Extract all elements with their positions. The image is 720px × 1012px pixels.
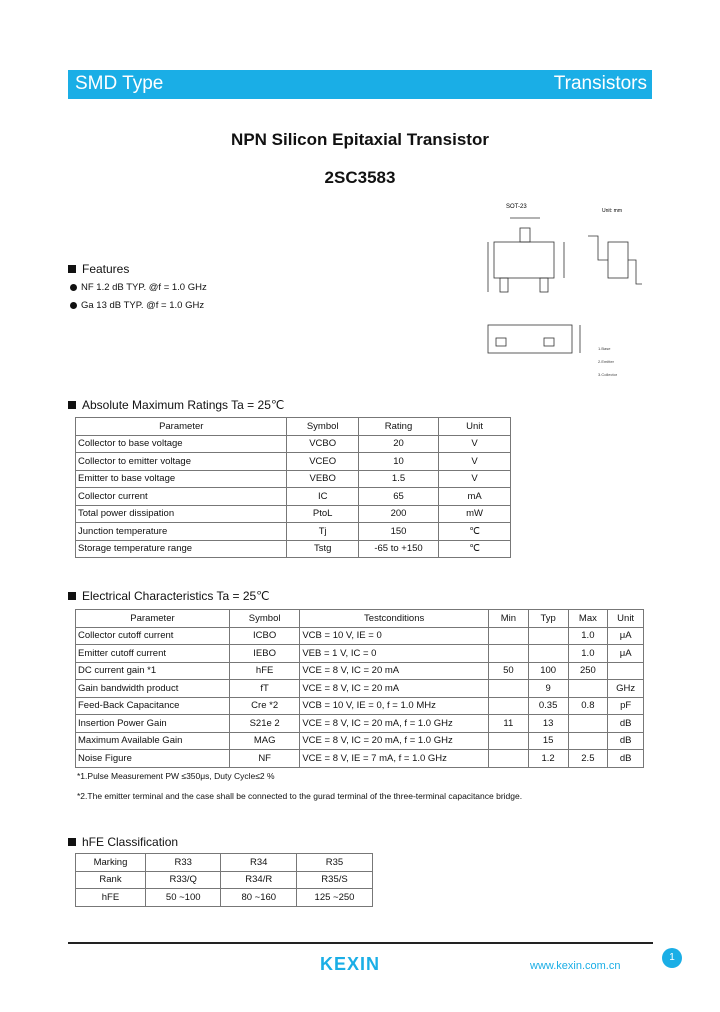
table-cell xyxy=(488,627,528,645)
table-cell: 125 ~250 xyxy=(297,889,373,907)
square-bullet-icon xyxy=(68,592,76,600)
column-header: Symbol xyxy=(229,610,299,628)
document-title: NPN Silicon Epitaxial Transistor xyxy=(231,130,489,149)
table-cell: dB xyxy=(608,750,644,768)
table-cell: μA xyxy=(608,627,644,645)
bullet-icon xyxy=(70,302,77,309)
table-cell: Collector cutoff current xyxy=(76,627,230,645)
table-cell: 1.2 xyxy=(528,750,568,768)
features-heading: Features xyxy=(68,262,129,276)
column-header: Parameter xyxy=(76,610,230,628)
header-left: SMD Type xyxy=(75,73,164,94)
table-cell: Storage temperature range xyxy=(76,540,287,558)
table-cell: R35 xyxy=(297,854,373,872)
table-row xyxy=(76,732,644,750)
table-cell: Gain bandwidth product xyxy=(76,680,230,698)
header-bar xyxy=(68,70,652,99)
package-units: Unit: mm xyxy=(602,208,622,214)
square-bullet-icon xyxy=(68,265,76,273)
table-cell xyxy=(488,645,528,663)
table-cell: R34/R xyxy=(221,871,297,889)
table-row xyxy=(76,523,511,541)
table-cell: Feed-Back Capacitance xyxy=(76,697,230,715)
column-header: Min xyxy=(488,610,528,628)
header-right: Transistors xyxy=(553,73,647,94)
table-cell: mW xyxy=(439,505,511,523)
table-cell: MAG xyxy=(229,732,299,750)
table-cell: 80 ~160 xyxy=(221,889,297,907)
table-cell: Emitter to base voltage xyxy=(76,470,287,488)
table-cell: Marking xyxy=(76,854,146,872)
table-cell: S21e 2 xyxy=(229,715,299,733)
table-cell xyxy=(488,697,528,715)
table-cell: fT xyxy=(229,680,299,698)
table-cell: 10 xyxy=(358,453,438,471)
package-label: SOT-23 xyxy=(506,204,527,210)
table-cell: Insertion Power Gain xyxy=(76,715,230,733)
svg-text:2.Emitter: 2.Emitter xyxy=(598,359,615,364)
table-cell: 50 xyxy=(488,662,528,680)
column-header: Symbol xyxy=(287,418,358,436)
table-cell: VCE = 8 V, IC = 20 mA xyxy=(300,662,489,680)
table-cell: Collector current xyxy=(76,488,287,506)
column-header: Unit xyxy=(439,418,511,436)
table-row xyxy=(76,854,373,872)
table-row xyxy=(76,505,511,523)
footnote: *2.The emitter terminal and the case shall be connected to the gurad terminal of the three-terminal capacitance bridge. xyxy=(77,791,523,801)
table-cell: Collector to base voltage xyxy=(76,435,287,453)
table-cell: 13 xyxy=(528,715,568,733)
table-cell: VCE = 8 V, IC = 20 mA, f = 1.0 GHz xyxy=(300,715,489,733)
table-cell: Collector to emitter voltage xyxy=(76,453,287,471)
table-cell: VCEO xyxy=(287,453,358,471)
column-header: Parameter xyxy=(76,418,287,436)
table-cell: DC current gain *1 xyxy=(76,662,230,680)
table-cell: IC xyxy=(287,488,358,506)
table-cell: ℃ xyxy=(439,540,511,558)
elec-heading: Electrical Characteristics Ta = 25℃ xyxy=(68,589,270,603)
table-cell: R33 xyxy=(145,854,221,872)
table-row xyxy=(76,697,644,715)
table-cell: V xyxy=(439,470,511,488)
column-header: Max xyxy=(568,610,608,628)
square-bullet-icon xyxy=(68,838,76,846)
table-cell: Maximum Available Gain xyxy=(76,732,230,750)
table-cell: VCE = 8 V, IE = 7 mA, f = 1.0 GHz xyxy=(300,750,489,768)
table-cell xyxy=(488,680,528,698)
table-cell: R34 xyxy=(221,854,297,872)
table-cell: hFE xyxy=(76,889,146,907)
column-header: Typ xyxy=(528,610,568,628)
table-cell: 0.35 xyxy=(528,697,568,715)
table-cell: 65 xyxy=(358,488,438,506)
table-cell: Emitter cutoff current xyxy=(76,645,230,663)
table-row xyxy=(76,680,644,698)
abs-max-table xyxy=(75,417,511,558)
svg-text:1.Base: 1.Base xyxy=(598,346,611,351)
table-cell: VCB = 10 V, IE = 0 xyxy=(300,627,489,645)
table-cell: R33/Q xyxy=(145,871,221,889)
footer-divider xyxy=(68,942,653,944)
square-bullet-icon xyxy=(68,401,76,409)
table-cell xyxy=(568,732,608,750)
table-cell: V xyxy=(439,453,511,471)
page-number: 1 xyxy=(662,948,682,968)
table-cell: 150 xyxy=(358,523,438,541)
table-cell: ICBO xyxy=(229,627,299,645)
table-cell: dB xyxy=(608,732,644,750)
part-number: 2SC3583 xyxy=(324,168,396,187)
table-row xyxy=(76,540,511,558)
table-cell xyxy=(568,680,608,698)
table-cell: VCB = 10 V, IE = 0, f = 1.0 MHz xyxy=(300,697,489,715)
table-row xyxy=(76,750,644,768)
table-cell: 15 xyxy=(528,732,568,750)
feature-item: Ga 13 dB TYP. @f = 1.0 GHz xyxy=(70,300,204,311)
table-cell: VCE = 8 V, IC = 20 mA, f = 1.0 GHz xyxy=(300,732,489,750)
table-cell: Noise Figure xyxy=(76,750,230,768)
table-cell: R35/S xyxy=(297,871,373,889)
table-cell: μA xyxy=(608,645,644,663)
table-cell: GHz xyxy=(608,680,644,698)
table-cell: Rank xyxy=(76,871,146,889)
table-cell: 1.0 xyxy=(568,627,608,645)
kexin-logo: KEXIN xyxy=(320,954,381,974)
column-header: Unit xyxy=(608,610,644,628)
table-row xyxy=(76,488,511,506)
abs-max-heading: Absolute Maximum Ratings Ta = 25℃ xyxy=(68,398,284,412)
hfe-class-heading: hFE Classification xyxy=(68,835,178,849)
table-cell: V xyxy=(439,435,511,453)
table-cell xyxy=(488,732,528,750)
table-cell: 2.5 xyxy=(568,750,608,768)
table-header-row xyxy=(76,610,644,628)
table-cell xyxy=(568,715,608,733)
footer-url[interactable]: www.kexin.com.cn xyxy=(530,960,621,972)
table-cell: ℃ xyxy=(439,523,511,541)
table-cell: Junction temperature xyxy=(76,523,287,541)
table-row xyxy=(76,715,644,733)
feature-item: NF 1.2 dB TYP. @f = 1.0 GHz xyxy=(70,282,207,293)
table-row xyxy=(76,627,644,645)
table-cell xyxy=(528,645,568,663)
table-header-row xyxy=(76,418,511,436)
table-cell: 1.0 xyxy=(568,645,608,663)
table-cell: PtoL xyxy=(287,505,358,523)
table-row xyxy=(76,453,511,471)
footnote: *1.Pulse Measurement PW ≤350μs, Duty Cycle≤2 % xyxy=(77,771,275,781)
table-cell: pF xyxy=(608,697,644,715)
table-cell: NF xyxy=(229,750,299,768)
table-cell xyxy=(488,750,528,768)
table-row xyxy=(76,645,644,663)
table-cell: 9 xyxy=(528,680,568,698)
electrical-characteristics-table xyxy=(75,609,644,768)
table-row xyxy=(76,435,511,453)
table-cell: 11 xyxy=(488,715,528,733)
table-cell: -65 to +150 xyxy=(358,540,438,558)
table-cell: Total power dissipation xyxy=(76,505,287,523)
table-cell: dB xyxy=(608,715,644,733)
table-row xyxy=(76,662,644,680)
table-cell: 250 xyxy=(568,662,608,680)
table-cell: VEB = 1 V, IC = 0 xyxy=(300,645,489,663)
table-cell: 0.8 xyxy=(568,697,608,715)
table-cell: 100 xyxy=(528,662,568,680)
bullet-icon xyxy=(70,284,77,291)
svg-text:3.Collector: 3.Collector xyxy=(598,372,618,377)
table-cell: Cre *2 xyxy=(229,697,299,715)
table-row xyxy=(76,871,373,889)
table-cell: 200 xyxy=(358,505,438,523)
table-cell: VCBO xyxy=(287,435,358,453)
table-cell: hFE xyxy=(229,662,299,680)
table-cell: Tstg xyxy=(287,540,358,558)
table-cell: Tj xyxy=(287,523,358,541)
table-cell: VCE = 8 V, IC = 20 mA xyxy=(300,680,489,698)
table-cell: mA xyxy=(439,488,511,506)
table-cell xyxy=(608,662,644,680)
column-header: Testconditions xyxy=(300,610,489,628)
table-cell: 20 xyxy=(358,435,438,453)
table-cell: 50 ~100 xyxy=(145,889,221,907)
table-cell xyxy=(528,627,568,645)
table-row xyxy=(76,470,511,488)
hfe-classification-table xyxy=(75,853,373,907)
table-cell: VEBO xyxy=(287,470,358,488)
package-outline-drawing xyxy=(470,200,650,390)
table-cell: 1.5 xyxy=(358,470,438,488)
column-header: Rating xyxy=(358,418,438,436)
table-row xyxy=(76,889,373,907)
table-cell: IEBO xyxy=(229,645,299,663)
